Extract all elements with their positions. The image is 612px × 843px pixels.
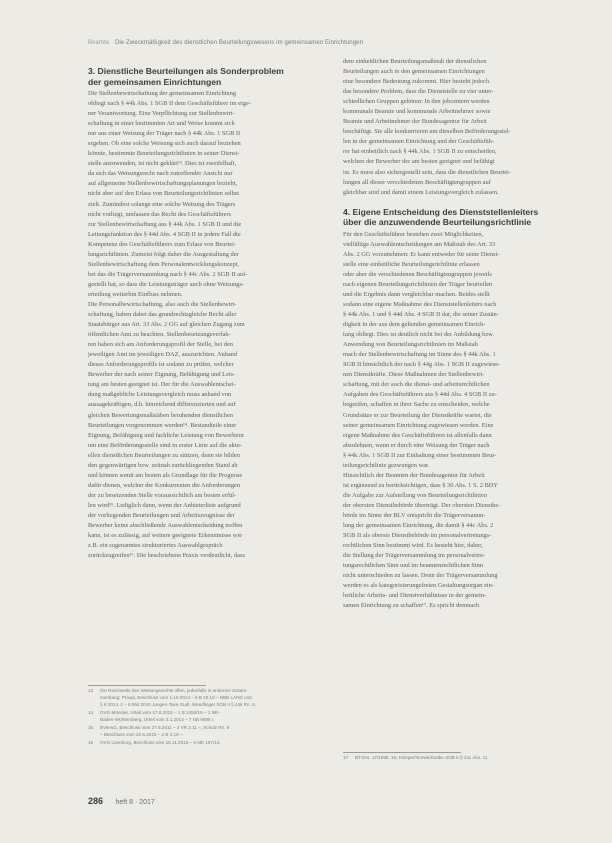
footnote-number: 17 [343,755,349,760]
footnote-number: 14 [88,709,94,715]
body-paragraph: Hinsichtlich der Beamten der Bundesagentur für Arbeit ist ergänzend zu berücksichtigen, dass § 30 Abs. 1 S. 2 BDY die Aufgabe zur Aufstellung von Beurteilungsrichtlinien der obersten Dienstbehörde überträgt. Der obersten Dienstbe- hörde im Sinne der BLV entspricht die Trägerversamm- lung der gemeinsamen Einrichtung, die damit § 44c Abs. 2 SGB II als oberste Dienstbehörde im personalvertretungs- rechtlichen Sinn bestimmt wird. Es besteht hier, daher, die Stellung der Trägerversammlung im personalvertre- tungsrechtlichen Sinn und im beamtenrechtlichen Sinn nicht unterschieden zu lassen. Denn der Trägerversammlung werden es als kategorisierungsfreien Gestaltungsorgan ein- heitliche Arbeits- und Dienstverhältnisse in der gemein- samen Einrichtung zu schaffen¹⁷. Es spricht demnach [343,471,501,610]
right-column [343,57,585,611]
running-head-separator: · [111,40,115,46]
body-paragraph: Für den Geschäftsführer bestehen zwei Möglichkeiten, vielfältige Auswahlentscheidungen am Maßstab des Art. 33 Abs. 2 GG vorzunehmen: Er kann entweder für seine Dienst- stelle eine einheitliche Beurteilungsrichtlinie erlassen oder aber die verschiedenen Beschäftigtengruppen jeweils nach eigenen Beurteilungsrichtlinien der Träger beurteilen und die Ergebnis dann vergleichbar machen. Beides stellt sodann eine eigene Maßnahme des Dienststellenleiters nach § 44k Abs. 1 und § 44d Abs. 4 SGB II dar, die seiner Zustän- digkeit in der aus dem geltenden gemeinsamen Einrich- tung obliegt. Dies ist deutlich nicht bei der Anbildung bzw. Anwendung von Beurteilungsrichtlinien im Maßstab mach der Stellenbewirtschaftung im Sinne des § 44k Abs. 1 SGB II hinsichtlich der nach § 44g Abs. 1 SGB II zugewiese- nen Dienstkräfte. Diese Maßnahmen der Stellenbewirt- schaftung, mit der auch die dienst- und arbeitsrechtlichen Aufgaben des Geschäftsführers aus § 44d Abs. 4 SGB II zu- begreifen, schaffen in ihrer Sache zu entscheiden, welche Grundsätze er zur Beurteilung der Dienstkräfte wartet, die seiner gemeinsamen Einrichtung zugewiesen werden. Eine eigene Maßnahme des Geschäftsführers ist allenfalls dann abzulehnen, wenn er durch eine Weisung der Träger nach § 44k Abs. 1 SGB II zur Einhaltung einer bestimmten Beur- teilungsrichtlinie gezwungen war. [343,230,501,469]
section-4-heading: 4. Eigene Entscheidung des Dienststellenleiters über die anzuwendende Beurteilungsrichtlinie [343,206,539,228]
footnote-text: Die Reichweite des Weisungsrechts offen, jedenfalls in anderem Zusam- menhang: Prowd, Beschluss vom 1.10.2014 – 8 B 10.19 – NBB LAND und § 6 2014, 2 – 6 BW 2010 Jungen-Taxe Gudl, Wendlinger SGB II § 44k Rn. 6. [100,688,256,707]
issue-label: heft 8 · 2017 [115,799,155,806]
left-column [88,66,330,561]
footnote-text: BT-Drs. 17/1555, 16; Knieper/Grewe/Knabe SGB II § 44c Abs. 11. [355,755,489,760]
footnote-text: OVG Münster, Urteil vom 17.8.2015 – 1 B 1450/15 – 1 NR- Baden-Württemberg, Urteil vom 3.1.2014 – 7 NB 9985 /. [100,709,220,722]
footnote-number: 13 [88,688,94,693]
body-paragraph: Die Personalbewirtschaftung, also auch die Stellenbewirt- schaftung, haben dabei das grundrechtsgleiche Recht aller Staatsbürger aus Art. 33 Abs. 2 GG auf gleichen Zugang zum öffentlichen Amt zu beachten. Stellenbesetzungsverfah- ren haben sich am Anforderungsprofil der Stelle, bei den jeweiligen Amt im jeweiligen DAZ, auszurichten. Anhand dieses Anforderungsprofils ist sodann zu prüfen, welcher Bewerber der nach seiner Eignung, Befähigung und Leis- tung am besten geeignet ist. Der für die Auswahlentschei- dung maßgebliche Leistungsvergleich muss anhand von aussagekräftigen, d.h. hinreichend differenzierten und auf gleichen Bewertungsmaßstäben beruhenden dienstlichen Beurteilungen vorgenommen werden¹⁴. Bestandteile einer Eignung, Befähigung und fachliche Leistung von Bewerbern um eine Beförderungsstelle sind in erster Linie auf die aktu- ellen dienstlichen Beurteilungen zu stützen, denn sie bilden den gegenwärtigen bzw. zeitnah zurückliegenden Stand ab und können somit am besten als Grundlage für die Prognose dafür dienen, welcher der Konkurrenten die Anforderungen der zu besetzenden Stelle voraussichtlich am besten erfül- len wird¹⁵. Lediglich dann, wenn der Anbieterliste aufgrund der vorliegenden Beurteilungen und Arbeitszeugnisse der Bewerber keine abschließende Auswahlentscheidung treffen kann, ist es zulässig, auf weitere geeignete Erkenntnisse wie z.B. ein sogenanntes strukturiertes Auswahlgespräch zurückzugreifen¹⁶. Die beschriebene Praxis verdeutlicht, dass [88,300,245,560]
footnote [88,688,330,708]
page-footer [88,791,155,809]
running-head-title: Die Zweckmäßigkeit des dienstlichen Beurteilungswesens im gemeinsamen Einrichtungen [114,40,364,46]
section-3-heading: 3. Dienstliche Beurteilungen als Sonderproblem der gemeinsamen Einrichtungen [88,66,284,87]
footnote [343,755,585,762]
running-head-section: Beamte [88,40,110,46]
footnote [88,710,330,724]
footnote [88,725,330,739]
footnote-divider [88,685,206,686]
footnote-number: 15 [88,724,94,730]
running-head [88,40,363,46]
page-number: 286 [88,796,104,806]
footnote-text: BVerwG, Beschluss vom 27.9.2011 – 2 VR 3.11 –, Schulz Rn. 9 – Beschluss vom 22.6.2015 – 2 B 2.15 –. [100,724,230,737]
footnote [88,740,330,747]
footnotes-left [88,688,330,748]
footnotes-right [343,755,585,763]
footnote-text: OVG Lüneburg, Beschluss vom 16.11.2015 – 5 ME 197/14. [100,740,221,746]
footnote-number: 16 [88,740,94,746]
body-paragraph: dem einheitlichen Beurteilungsmaßstab der dienstlichen Beurteilungen auch in den gemeinsamen Einrichtungen eine besondere Bedeutung zukommt. Hier besteht jedoch das besondere Problem, dass die Dienststelle zu vier unter- schiedlichen Gruppen gehören: In den jobcentern werden kommunale Beamte und kommunale Arbeitnehmer sowie Beamte und Arbeitnehmer der Bundesagentur für Arbeit beschäftigt. Sie alle konkurrieren um dieselben Beförderungsstel- len in der gemeinsamen Einrichtung und der Geschäftsfüh- rer hat einheitlich nach § 44k Abs. 1 SGB II zu entscheiden, welchen der Bewerber der am besten geeignet und befähigt ist. Es muss also sichergestellt sein, dass die dienstlichen Beurtei- lungen all dieser verschiedenen Beschäftigtengruppen auf gleichbar sind und damit einem Leistungsvergleich zulassen. [343,58,511,196]
body-paragraph: Die Stellenbewirtschaftung der gemeinsamen Einrichtung obliegt nach § 44k Abs. 1 SGB II dem Geschäftsführer im eige- ner Verantwortung. Eine Verpflichtung zur Stellenbewirt- schaftung in einer bestimmten Art und Weise kommt sich nur aus einer Weisung der Träger nach § 44k Abs. 1 SGB II ergeben. Ob eine solche Weisung sich auch darauf beziehen könnte, bestimmte Beurteilungsrichtlinien in seiner Dienst- stelle anzuwenden, ist nicht geklärt¹³. Dies ist zweifelhaft, da sich das Weisungsrecht nach zutreffender Ansicht nur auf allgemeine Stellenbewirtschaftungsplanungen bezieht, nicht aber auf den Erlass von Beurteilungsrichtlinien selbst zielt. Zumindest solange eine solche Weisung des Trägers nicht vorliegt, umfassen das Recht des Geschäftsführers zur Stellenbewirtschaftung aus § 44k Abs. 1 SGB II und die Leitungsfunktion des § 44d Abs. 4 SGB II in jedem Fall die Kompetenz des Geschäftsführers zum Erlass von Beurtei- lungsrichtlinien. Zumeist folgt daher die Ausgestaltung der Stellenbewirtschaftung dem Personalentwicklungskonzept, bei das die Trägerversammlung nach § 44c Abs. 2 SGB II auf- gestellt hat, so dass die Leistungsträger auch ohne Weisungs- erteilung weiterhin Einfluss nehmen. [88,90,251,298]
footnote-divider [343,752,461,753]
